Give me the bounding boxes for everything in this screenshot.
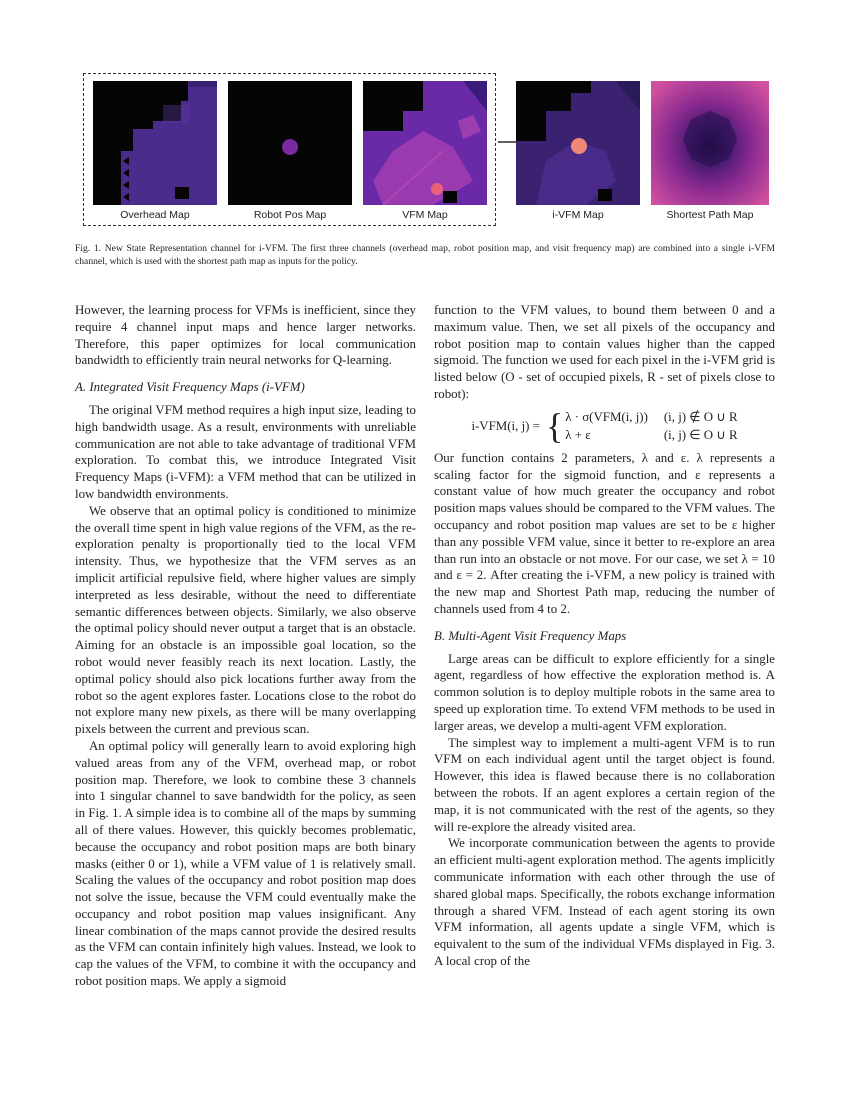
shortest-path-map-image [651,81,769,205]
right-column [434,302,775,970]
vfm-map-image [363,81,487,205]
panel-caption-shortest-path: Shortest Path Map [666,209,754,221]
overhead-map-image [93,81,217,205]
paragraph: function to the VFM values, to bound them between 0 and a maximum value. Then, we set all pixels of the occupancy and robot position map to contain values higher than the capped sigmoid. The function we used for each pixel in the i-VFM grid is listed below (O - set of occupied pixels, R - set of pixels close to robot): [434,303,775,401]
panel-caption-robot-pos: Robot Pos Map [253,209,327,221]
paragraph: Large areas can be difficult to explore efficiently for a single agent, regardless of how effective the exploration method is. A common solution is to deploy multiple robots in the same area to speed up exploration time. To extend VFM methods to be used in larger areas, we develop a multi-agent VFM exploration. [434,651,775,733]
paragraph: The simplest way to implement a multi-agent VFM is to run VFM on each individual agent until the target object is found. However, this idea is flawed because there is no collaboration between the robots. If an agent explores a certain region of the map, it is not communicated with the rest of the agents, so they will re-explore the already visited area. [434,735,775,834]
paragraph: Our function contains 2 parameters, λ and ε. λ represents a scaling factor for the sigmoid function, and ε represents a constant value of how much greater the occupancy and robot position maps values should be compared to the VFM values. The occupancy and robot position map values are set to be ε higher than any possible VFM value, since it better to re-explore an area than run into an obstacle or not move. For our case, we set λ = 10 and ε = 2. After creating the i-VFM, a new policy is trained with the new map and Shortest Path map, reducing the number of channels used from 4 to 2. [434,450,775,616]
paragraph: An optimal policy will generally learn to avoid exploring high valued areas from any of the VFM, overhead map, or robot position map. Therefore, we look to combine these 3 channels into 1 singular channel to save bandwidth for the policy, as seen in Fig. 1. A simple idea is to combine all of the maps by summing all of there values. However, this quickly becomes problematic, because the occupancy and robot position maps are both binary masks (either 0 or 1), while a VFM value of 1 is relatively small. Scaling the values of the occupancy and robot position map does not solve the issue, because the VFM could eventually make the occupancy and robot position map values insignificant. Any linear combination of the maps cannot provide the desired results as the VFM can contain infinitely high values. Instead, we look to cap the values of the VFM, to combine it with the occupancy and robot position maps. We apply a sigmoid [75,738,416,989]
equation-brace: { [545,406,564,447]
panel-caption-ivfm: i-VFM Map [552,209,604,221]
section-heading: A. Integrated Visit Frequency Maps (i-VFM) [75,380,305,395]
panel-caption-vfm: VFM Map [402,209,448,221]
paragraph: We incorporate communication between the agents to provide an efficient multi-agent exploration method. The agents implicitly communicate information with each other through the use of shared global maps. Specifically, the robots exchange information through a shared VFM. Instead of each agent storing its own VFM information, all agents update a single VFM, which is equivalent to the sum of the individual VFMs displayed in Fig. 3. A local crop of the [434,836,775,968]
equation-case: λ · σ(VFM(i, j)) [565,409,648,424]
paragraph: However, the learning process for VFMs is inefficient, since they require 4 channel input maps and hence larger networks. Therefore, this paper optimizes for local communication bandwidth to efficiently train neural networks for Q-learning. [75,303,416,368]
robot-pos-map-image [228,81,352,205]
left-column [75,302,416,990]
ivfm-equation [434,406,775,447]
figure-1 [80,70,780,230]
equation-case: λ + ε [565,427,591,442]
paragraph: The original VFM method requires a high input size, leading to high bandwidth usage. As a result, environments with unreliable communication are not able to take advantage of traditional VFM exploration. To combat this, we introduce Integrated Visit Frequency Maps (i-VFM): a VFM method that can be utilized in low bandwidth environments. [75,402,416,501]
section-heading: B. Multi-Agent Visit Frequency Maps [434,628,627,643]
equation-condition: (i, j) ∈ O ∪ R [663,427,738,442]
paragraph: We observe that an optimal policy is conditioned to minimize the overall time spent in high value regions of the VFM, as the re-exploration penalty is proportionally tied to the local VFM intensity. Thus, we hypothesize that the VFM serves as an implicit artificial repulsive field, where higher values are simply interpreted as less desirable, without the need to differentiate semantic differences between objects. Similarly, we also observe the optimal policy should never output a target that is an obstacle. Aiming for an obstacle is an impossible goal location, so the robot would never feasibly reach its next location. Lastly, the optimal policy should also pick locations further away from the robot so the agent explores faster. Locations close to the robot do not explore many new pixels, as there will be many overlapping pixels between the current and previous scan. [75,503,416,737]
equation-condition: (i, j) ∉ O ∪ R [663,409,738,424]
equation-lhs: i-VFM(i, j) = [471,418,540,433]
panel-caption-overhead: Overhead Map [120,209,190,221]
ivfm-map-image [516,81,640,205]
figure-caption: Fig. 1. New State Representation channel for i-VFM. The first three channels (overhead map, robot position map, and visit frequency map) are combined into a single i-VFM channel, which is used with the shortest path map as inputs for the policy. [75,243,775,267]
